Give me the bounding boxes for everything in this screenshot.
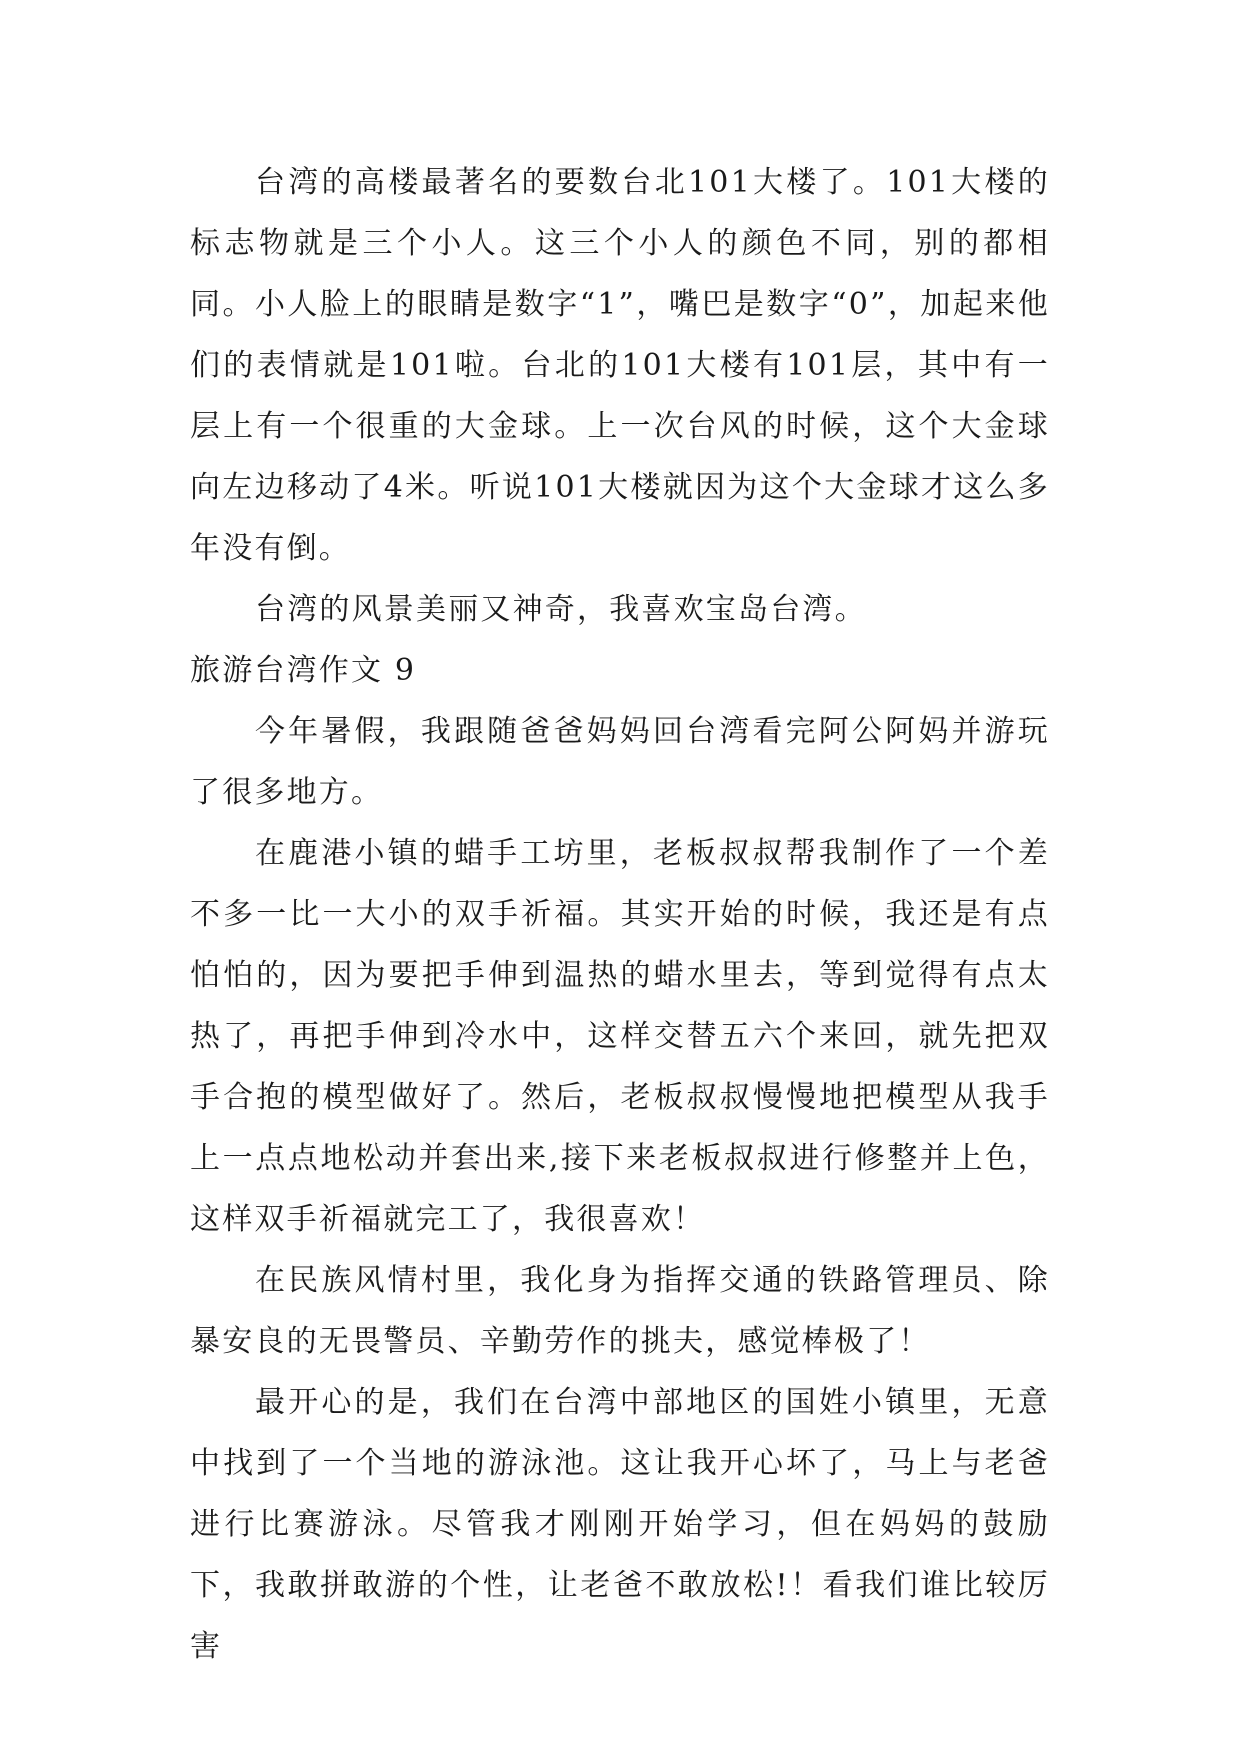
paragraph-wax-workshop: 在鹿港小镇的蜡手工坊里，老板叔叔帮我制作了一个差不多一比一大小的双手祈福。其实开始的时候，我还是有点怕怕的，因为要把手伸到温热的蜡水里去，等到觉得有点太热了，再把手伸到冷水中，这样交替五六个来回，就先把双手合抱的模型做好了。然后，老板叔叔慢慢地把模型从我手上一点点地松动并套出来,接下来老板叔叔进行修整并上色，这样双手祈福就完工了，我很喜欢！ — [190, 836, 1050, 1237]
paragraph-folk-village: 在民族风情村里，我化身为指挥交通的铁路管理员、除暴安良的无畏警员、辛勤劳作的挑夫，感觉棒极了！ — [190, 1263, 1050, 1359]
paragraph-scenery: 台湾的风景美丽又神奇，我喜欢宝岛台湾。 — [255, 592, 867, 627]
paragraph-summer-vacation: 今年暑假，我跟随爸爸妈妈回台湾看完阿公阿妈并游玩了很多地方。 — [190, 714, 1050, 810]
section-heading: 旅游台湾作文 9 — [190, 653, 417, 688]
document-body — [190, 152, 1050, 1677]
paragraph-101-building: 台湾的高楼最著名的要数台北101大楼了。101大楼的标志物就是三个小人。这三个小人的颜色不同，别的都相同。小人脸上的眼睛是数字“1”，嘴巴是数字“0”，加起来他们的表情就是101啦。台北的101大楼有101层，其中有一层上有一个很重的大金球。上一次台风的时候，这个大金球向左边移动了4米。听说101大楼就因为这个大金球才这么多年没有倒。 — [190, 165, 1050, 566]
paragraph-swimming: 最开心的是，我们在台湾中部地区的国姓小镇里，无意中找到了一个当地的游泳池。这让我开心坏了，马上与老爸进行比赛游泳。尽管我才刚刚开始学习，但在妈妈的鼓励下，我敢拼敢游的个性，让老爸不敢放松!！看我们谁比较厉害 — [190, 1385, 1050, 1664]
